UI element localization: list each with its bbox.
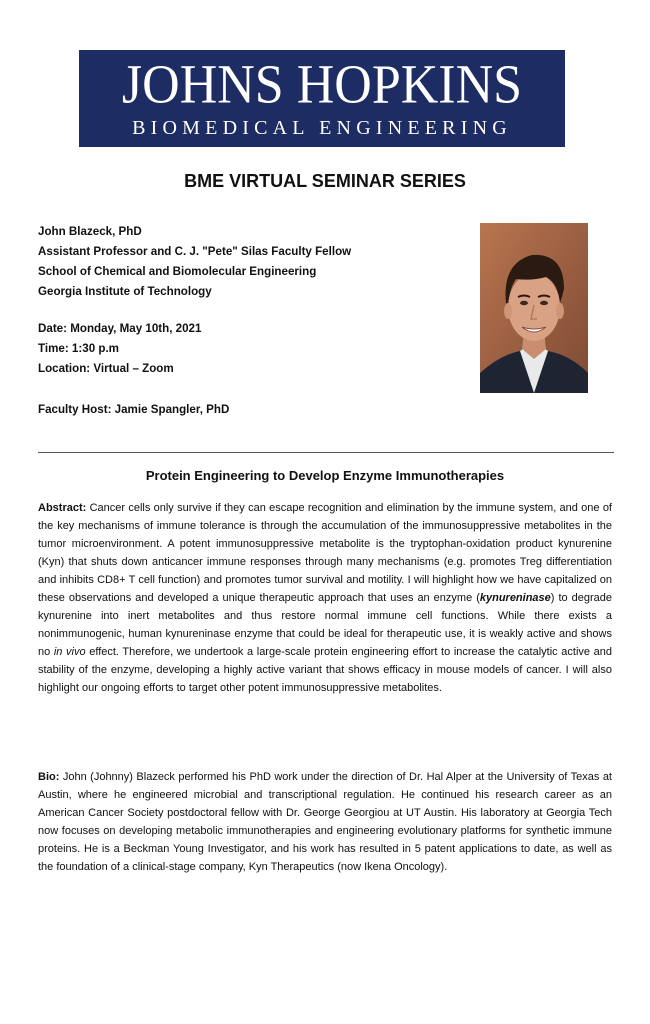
abstract-text-part2: ) to degrade kynurenine into inert metabolites and thus restore normal immune cell functions. While there exists a nonimmunogenic, human kynureninase enzyme that could be ideal for therapeutic use, it is weakly active and shows no — [38, 592, 612, 658]
event-time: Time: 1:30 p.m — [38, 342, 119, 355]
abstract-in-vivo: in vivo — [53, 646, 86, 658]
seminar-series-heading: BME VIRTUAL SEMINAR SERIES — [184, 171, 466, 191]
event-date: Date: Monday, May 10th, 2021 — [38, 322, 202, 335]
abstract-text-part1: Cancer cells only survive if they can escape recognition and elimination by the immune system, and one of the key mechanisms of immune tolerance is through the accumulation of the immunosuppressive metabolites in the tumor microenvironment. A potent immunosuppressive metabolite is the tryptophan-oxidation product kynurenine (Kyn) that shuts down anticancer immune responses through many mechanisms (e.g. promotes Treg differentiation and inhibits CD8+ T cell function) and promotes tumor survival and motility. I will highlight how we have capitalized on these observations and developed a unique therapeutic approach that uses an enzyme ( — [38, 502, 612, 604]
speaker-name: John Blazeck, PhD — [38, 225, 142, 238]
abstract-text-part3: effect. Therefore, we undertook a large-scale protein engineering effort to increase the catalytic active and stability of the enzyme, developing a highly active variant that shows efficacy in mouse models of cancer. I will also highlight our ongoing efforts to target other potent immunosuppressive metabolites. — [38, 646, 612, 694]
speaker-school: School of Chemical and Biomolecular Engineering — [38, 265, 317, 278]
bio-text: John (Johnny) Blazeck performed his PhD work under the direction of Dr. Hal Alper at the University of Texas at Austin, where he engineered microbial and transcriptional regulation. He continued his research career as an American Cancer Society postdoctoral fellow with Dr. George Georgiou at UT Austin. His laboratory at Georgia Tech now focuses on developing metabolic immunotherapies and engineering evolutionary platforms for synthetic immune proteins. He is a Beckman Young Investigator, and his work has resulted in 5 patent applications to date, as well as the foundation of a clinical-stage company, Kyn Therapeutics (now Ikena Oncology). — [38, 771, 612, 873]
logo-title: JOHNS HOPKINS — [121, 55, 523, 115]
section-divider — [38, 452, 614, 453]
jhu-bme-logo-banner — [79, 50, 565, 147]
speaker-position: Assistant Professor and C. J. "Pete" Silas Faculty Fellow — [38, 245, 352, 258]
talk-title: Protein Engineering to Develop Enzyme Immunotherapies — [145, 468, 505, 483]
logo-subtitle: BIOMEDICAL ENGINEERING — [132, 117, 512, 139]
event-location: Location: Virtual – Zoom — [38, 362, 174, 375]
abstract-paragraph — [38, 499, 612, 697]
speaker-photo — [480, 223, 588, 393]
bio-label: Bio: — [38, 771, 60, 783]
bio-paragraph — [38, 768, 612, 876]
speaker-institute: Georgia Institute of Technology — [38, 285, 212, 298]
faculty-host: Faculty Host: Jamie Spangler, PhD — [38, 403, 230, 416]
abstract-label: Abstract: — [38, 502, 87, 514]
abstract-enzyme: kynureninase — [479, 592, 551, 604]
